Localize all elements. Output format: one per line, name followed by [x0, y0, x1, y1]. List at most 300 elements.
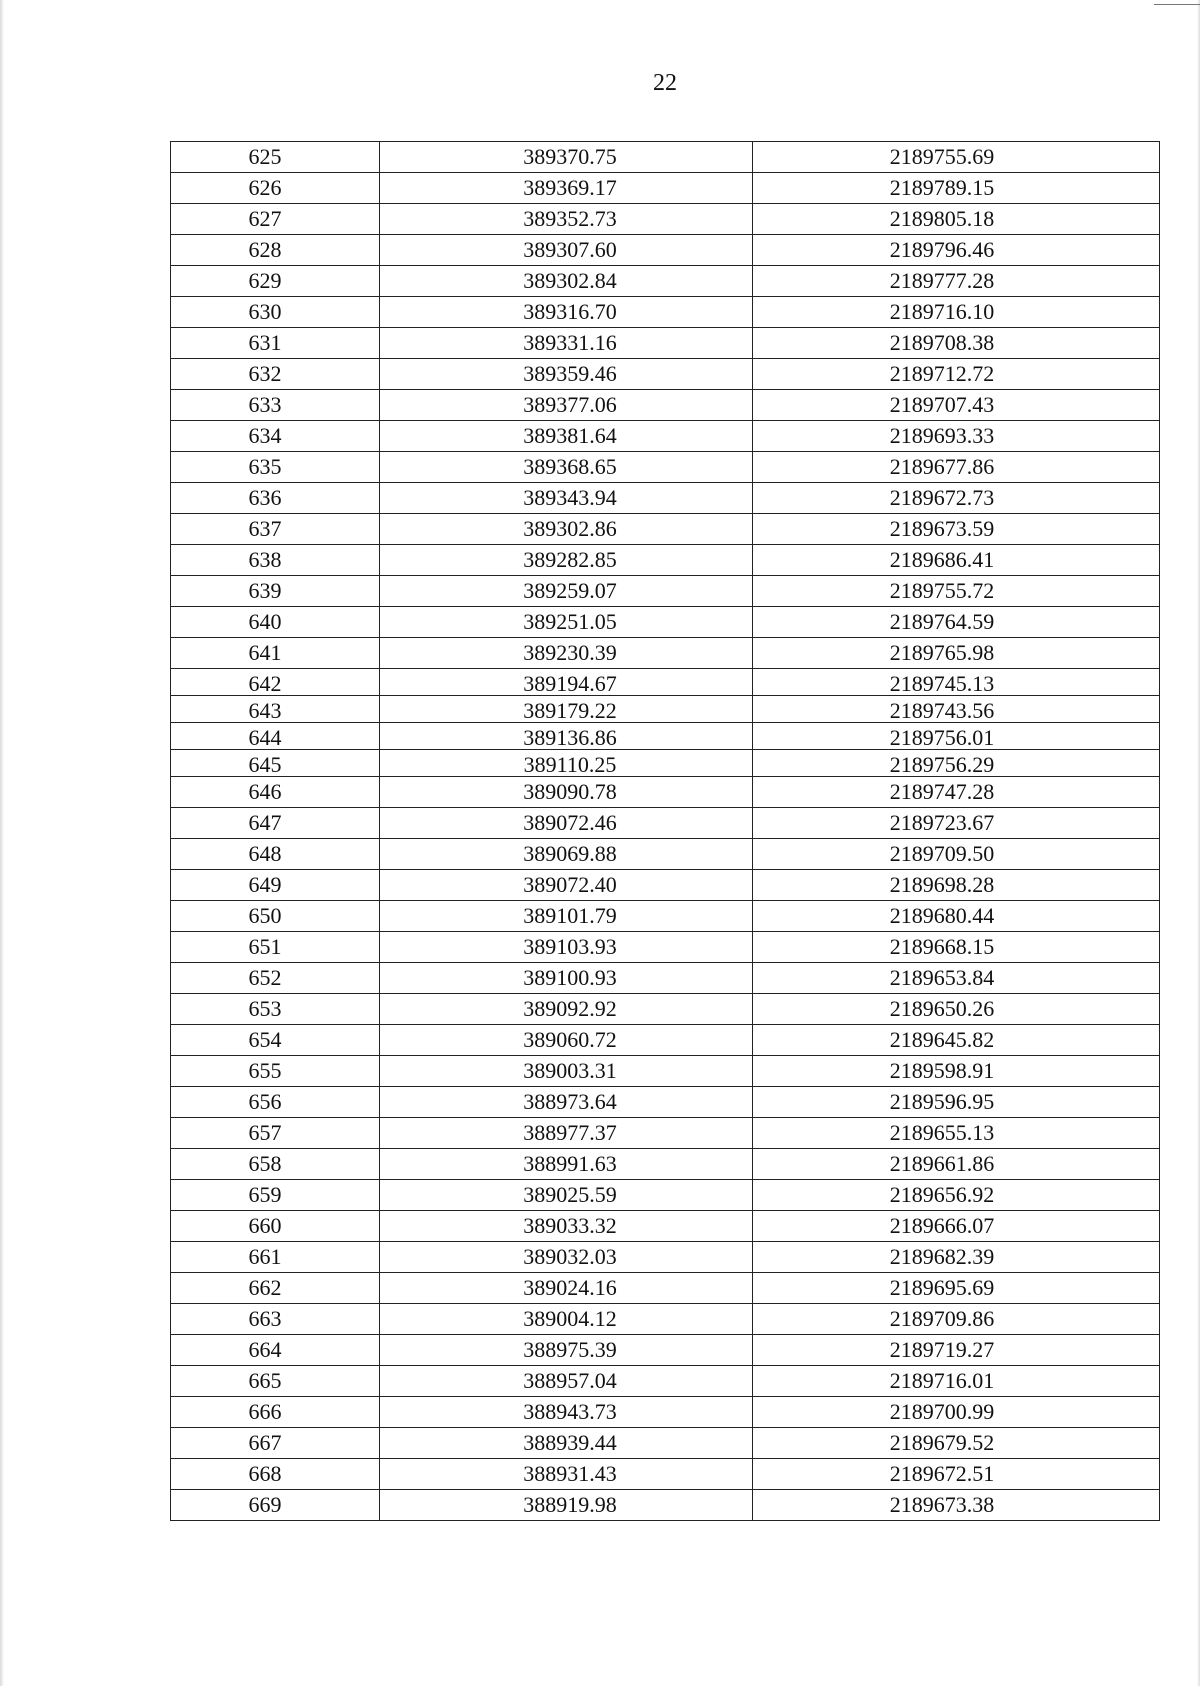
cell-value: 2189673.38 — [889, 1492, 995, 1517]
x-coordinate-cell — [380, 483, 753, 514]
cell-value: 389033.32 — [523, 1213, 617, 1238]
table-row — [171, 870, 1160, 901]
cell-value: 2189743.56 — [889, 698, 995, 723]
cell-value: 655 — [248, 1058, 282, 1083]
y-coordinate-cell — [753, 1180, 1160, 1211]
y-coordinate-cell — [753, 607, 1160, 638]
x-coordinate-cell — [380, 173, 753, 204]
x-coordinate-cell — [380, 452, 753, 483]
scan-corner-mark — [1154, 4, 1200, 5]
cell-value: 2189673.59 — [889, 516, 995, 541]
cell-value: 2189756.29 — [889, 752, 995, 777]
table-row — [171, 638, 1160, 669]
point-number-cell — [171, 750, 380, 777]
cell-value: 2189709.86 — [889, 1306, 995, 1331]
cell-value: 388973.64 — [523, 1089, 617, 1114]
cell-value: 389092.92 — [523, 996, 617, 1021]
cell-value: 2189653.84 — [889, 965, 995, 990]
cell-value: 644 — [248, 725, 282, 750]
cell-value: 2189645.82 — [889, 1027, 995, 1052]
cell-value: 665 — [248, 1368, 282, 1393]
x-coordinate-cell — [380, 669, 753, 696]
cell-value: 656 — [248, 1089, 282, 1114]
cell-value: 637 — [248, 516, 282, 541]
y-coordinate-cell — [753, 1490, 1160, 1521]
point-number-cell — [171, 1490, 380, 1521]
cell-value: 2189672.73 — [889, 485, 995, 510]
y-coordinate-cell — [753, 545, 1160, 576]
table-row — [171, 452, 1160, 483]
cell-value: 642 — [248, 671, 282, 696]
cell-value: 389343.94 — [523, 485, 617, 510]
point-number-cell — [171, 421, 380, 452]
y-coordinate-cell — [753, 142, 1160, 173]
cell-value: 389316.70 — [523, 299, 617, 324]
x-coordinate-cell — [380, 1459, 753, 1490]
y-coordinate-cell — [753, 1459, 1160, 1490]
cell-value: 2189719.27 — [889, 1337, 995, 1362]
point-number-cell — [171, 607, 380, 638]
y-coordinate-cell — [753, 359, 1160, 390]
point-number-cell — [171, 204, 380, 235]
x-coordinate-cell — [380, 576, 753, 607]
cell-value: 635 — [248, 454, 282, 479]
cell-value: 389307.60 — [523, 237, 617, 262]
y-coordinate-cell — [753, 328, 1160, 359]
point-number-cell — [171, 1273, 380, 1304]
point-number-cell — [171, 839, 380, 870]
y-coordinate-cell — [753, 421, 1160, 452]
x-coordinate-cell — [380, 359, 753, 390]
cell-value: 648 — [248, 841, 282, 866]
x-coordinate-cell — [380, 545, 753, 576]
table-row — [171, 421, 1160, 452]
point-number-cell — [171, 514, 380, 545]
cell-value: 389100.93 — [523, 965, 617, 990]
point-number-cell — [171, 1459, 380, 1490]
cell-value: 389359.46 — [523, 361, 617, 386]
cell-value: 2189680.44 — [889, 903, 995, 928]
cell-value: 389381.64 — [523, 423, 617, 448]
point-number-cell — [171, 1304, 380, 1335]
y-coordinate-cell — [753, 1025, 1160, 1056]
cell-value: 643 — [248, 698, 282, 723]
cell-value: 660 — [248, 1213, 282, 1238]
cell-value: 639 — [248, 578, 282, 603]
cell-value: 647 — [248, 810, 282, 835]
table-row — [171, 669, 1160, 696]
x-coordinate-cell — [380, 1242, 753, 1273]
cell-value: 2189716.10 — [889, 299, 995, 324]
x-coordinate-cell — [380, 1366, 753, 1397]
cell-value: 632 — [248, 361, 282, 386]
cell-value: 2189677.86 — [889, 454, 995, 479]
point-number-cell — [171, 1087, 380, 1118]
table-row — [171, 901, 1160, 932]
cell-value: 2189679.52 — [889, 1430, 995, 1455]
y-coordinate-cell — [753, 173, 1160, 204]
table-row — [171, 266, 1160, 297]
cell-value: 654 — [248, 1027, 282, 1052]
table-row — [171, 483, 1160, 514]
y-coordinate-cell — [753, 963, 1160, 994]
x-coordinate-cell — [380, 994, 753, 1025]
cell-value: 389072.40 — [523, 872, 617, 897]
cell-value: 2189712.72 — [889, 361, 995, 386]
y-coordinate-cell — [753, 777, 1160, 808]
cell-value: 2189745.13 — [889, 671, 995, 696]
y-coordinate-cell — [753, 870, 1160, 901]
table-row — [171, 808, 1160, 839]
x-coordinate-cell — [380, 390, 753, 421]
page-number: 22 — [653, 70, 677, 96]
table-row — [171, 1087, 1160, 1118]
cell-value: 2189765.98 — [889, 640, 995, 665]
cell-value: 2189693.33 — [889, 423, 995, 448]
cell-value: 634 — [248, 423, 282, 448]
cell-value: 2189716.01 — [889, 1368, 995, 1393]
x-coordinate-cell — [380, 421, 753, 452]
cell-value: 2189709.50 — [889, 841, 995, 866]
y-coordinate-cell — [753, 750, 1160, 777]
coordinates-table-body — [171, 142, 1160, 1521]
point-number-cell — [171, 901, 380, 932]
table-row — [171, 1242, 1160, 1273]
cell-value: 2189668.15 — [889, 934, 995, 959]
cell-value: 629 — [248, 268, 282, 293]
point-number-cell — [171, 994, 380, 1025]
cell-value: 638 — [248, 547, 282, 572]
cell-value: 631 — [248, 330, 282, 355]
y-coordinate-cell — [753, 576, 1160, 607]
cell-value: 389369.17 — [523, 175, 617, 200]
cell-value: 2189708.38 — [889, 330, 995, 355]
cell-value: 664 — [248, 1337, 282, 1362]
x-coordinate-cell — [380, 1025, 753, 1056]
cell-value: 389368.65 — [523, 454, 617, 479]
cell-value: 2189650.26 — [889, 996, 995, 1021]
cell-value: 388975.39 — [523, 1337, 617, 1362]
cell-value: 2189695.69 — [889, 1275, 995, 1300]
y-coordinate-cell — [753, 1273, 1160, 1304]
y-coordinate-cell — [753, 514, 1160, 545]
table-row — [171, 963, 1160, 994]
x-coordinate-cell — [380, 932, 753, 963]
y-coordinate-cell — [753, 901, 1160, 932]
x-coordinate-cell — [380, 1211, 753, 1242]
point-number-cell — [171, 963, 380, 994]
y-coordinate-cell — [753, 839, 1160, 870]
x-coordinate-cell — [380, 1397, 753, 1428]
y-coordinate-cell — [753, 390, 1160, 421]
point-number-cell — [171, 266, 380, 297]
y-coordinate-cell — [753, 808, 1160, 839]
cell-value: 625 — [248, 144, 282, 169]
table-row — [171, 777, 1160, 808]
cell-value: 2189764.59 — [889, 609, 995, 634]
cell-value: 662 — [248, 1275, 282, 1300]
cell-value: 389110.25 — [523, 752, 617, 777]
x-coordinate-cell — [380, 1304, 753, 1335]
cell-value: 658 — [248, 1151, 282, 1176]
table-row — [171, 173, 1160, 204]
cell-value: 2189596.95 — [889, 1089, 995, 1114]
cell-value: 389377.06 — [523, 392, 617, 417]
point-number-cell — [171, 638, 380, 669]
point-number-cell — [171, 1211, 380, 1242]
x-coordinate-cell — [380, 1335, 753, 1366]
cell-value: 652 — [248, 965, 282, 990]
cell-value: 2189700.99 — [889, 1399, 995, 1424]
table-row — [171, 1149, 1160, 1180]
point-number-cell — [171, 723, 380, 750]
point-number-cell — [171, 669, 380, 696]
x-coordinate-cell — [380, 870, 753, 901]
x-coordinate-cell — [380, 808, 753, 839]
y-coordinate-cell — [753, 204, 1160, 235]
table-row — [171, 390, 1160, 421]
cell-value: 659 — [248, 1182, 282, 1207]
table-row — [171, 723, 1160, 750]
y-coordinate-cell — [753, 1211, 1160, 1242]
point-number-cell — [171, 1118, 380, 1149]
cell-value: 636 — [248, 485, 282, 510]
table-row — [171, 696, 1160, 723]
cell-value: 388919.98 — [523, 1492, 617, 1517]
x-coordinate-cell — [380, 235, 753, 266]
cell-value: 2189747.28 — [889, 779, 995, 804]
x-coordinate-cell — [380, 607, 753, 638]
x-coordinate-cell — [380, 1490, 753, 1521]
cell-value: 388991.63 — [523, 1151, 617, 1176]
y-coordinate-cell — [753, 1335, 1160, 1366]
cell-value: 2189723.67 — [889, 810, 995, 835]
cell-value: 389101.79 — [523, 903, 617, 928]
point-number-cell — [171, 932, 380, 963]
y-coordinate-cell — [753, 669, 1160, 696]
y-coordinate-cell — [753, 1397, 1160, 1428]
table-row — [171, 204, 1160, 235]
cell-value: 389004.12 — [523, 1306, 617, 1331]
cell-value: 389370.75 — [523, 144, 617, 169]
cell-value: 2189777.28 — [889, 268, 995, 293]
cell-value: 646 — [248, 779, 282, 804]
cell-value: 630 — [248, 299, 282, 324]
point-number-cell — [171, 1056, 380, 1087]
cell-value: 2189755.69 — [889, 144, 995, 169]
scan-edge-left — [0, 0, 4, 1686]
point-number-cell — [171, 328, 380, 359]
x-coordinate-cell — [380, 1273, 753, 1304]
table-row — [171, 576, 1160, 607]
point-number-cell — [171, 359, 380, 390]
y-coordinate-cell — [753, 1087, 1160, 1118]
cell-value: 663 — [248, 1306, 282, 1331]
y-coordinate-cell — [753, 1304, 1160, 1335]
cell-value: 389024.16 — [523, 1275, 617, 1300]
x-coordinate-cell — [380, 901, 753, 932]
cell-value: 653 — [248, 996, 282, 1021]
x-coordinate-cell — [380, 142, 753, 173]
y-coordinate-cell — [753, 1428, 1160, 1459]
table-row — [171, 1025, 1160, 1056]
cell-value: 2189796.46 — [889, 237, 995, 262]
cell-value: 2189661.86 — [889, 1151, 995, 1176]
y-coordinate-cell — [753, 1149, 1160, 1180]
table-row — [171, 1397, 1160, 1428]
point-number-cell — [171, 1025, 380, 1056]
point-number-cell — [171, 1428, 380, 1459]
x-coordinate-cell — [380, 638, 753, 669]
table-row — [171, 1490, 1160, 1521]
cell-value: 389069.88 — [523, 841, 617, 866]
point-number-cell — [171, 1366, 380, 1397]
cell-value: 388931.43 — [523, 1461, 617, 1486]
point-number-cell — [171, 173, 380, 204]
table-row — [171, 1459, 1160, 1490]
y-coordinate-cell — [753, 723, 1160, 750]
x-coordinate-cell — [380, 297, 753, 328]
cell-value: 669 — [248, 1492, 282, 1517]
y-coordinate-cell — [753, 483, 1160, 514]
y-coordinate-cell — [753, 696, 1160, 723]
point-number-cell — [171, 142, 380, 173]
coordinates-table — [170, 141, 1160, 1521]
cell-value: 668 — [248, 1461, 282, 1486]
table-row — [171, 1428, 1160, 1459]
y-coordinate-cell — [753, 297, 1160, 328]
table-row — [171, 1304, 1160, 1335]
point-number-cell — [171, 235, 380, 266]
y-coordinate-cell — [753, 235, 1160, 266]
table-row — [171, 932, 1160, 963]
table-row — [171, 1118, 1160, 1149]
y-coordinate-cell — [753, 932, 1160, 963]
point-number-cell — [171, 390, 380, 421]
cell-value: 2189682.39 — [889, 1244, 995, 1269]
point-number-cell — [171, 1180, 380, 1211]
cell-value: 2189598.91 — [889, 1058, 995, 1083]
cell-value: 389090.78 — [523, 779, 617, 804]
cell-value: 2189789.15 — [889, 175, 995, 200]
x-coordinate-cell — [380, 328, 753, 359]
cell-value: 389072.46 — [523, 810, 617, 835]
table-row — [171, 328, 1160, 359]
cell-value: 2189707.43 — [889, 392, 995, 417]
cell-value: 389352.73 — [523, 206, 617, 231]
x-coordinate-cell — [380, 1428, 753, 1459]
x-coordinate-cell — [380, 266, 753, 297]
x-coordinate-cell — [380, 1180, 753, 1211]
point-number-cell — [171, 297, 380, 328]
y-coordinate-cell — [753, 1118, 1160, 1149]
table-row — [171, 1056, 1160, 1087]
table-row — [171, 607, 1160, 638]
y-coordinate-cell — [753, 452, 1160, 483]
table-row — [171, 297, 1160, 328]
point-number-cell — [171, 1242, 380, 1273]
cell-value: 389251.05 — [523, 609, 617, 634]
table-row — [171, 1180, 1160, 1211]
cell-value: 650 — [248, 903, 282, 928]
x-coordinate-cell — [380, 1087, 753, 1118]
x-coordinate-cell — [380, 750, 753, 777]
cell-value: 389230.39 — [523, 640, 617, 665]
cell-value: 389302.84 — [523, 268, 617, 293]
cell-value: 2189656.92 — [889, 1182, 995, 1207]
cell-value: 389003.31 — [523, 1058, 617, 1083]
table-row — [171, 359, 1160, 390]
y-coordinate-cell — [753, 1056, 1160, 1087]
point-number-cell — [171, 808, 380, 839]
table-row — [171, 1366, 1160, 1397]
cell-value: 389025.59 — [523, 1182, 617, 1207]
cell-value: 661 — [248, 1244, 282, 1269]
cell-value: 389331.16 — [523, 330, 617, 355]
x-coordinate-cell — [380, 696, 753, 723]
cell-value: 389032.03 — [523, 1244, 617, 1269]
cell-value: 389282.85 — [523, 547, 617, 572]
cell-value: 645 — [248, 752, 282, 777]
cell-value: 389302.86 — [523, 516, 617, 541]
point-number-cell — [171, 1149, 380, 1180]
cell-value: 649 — [248, 872, 282, 897]
x-coordinate-cell — [380, 963, 753, 994]
cell-value: 641 — [248, 640, 282, 665]
cell-value: 389259.07 — [523, 578, 617, 603]
point-number-cell — [171, 696, 380, 723]
table-row — [171, 1273, 1160, 1304]
table-row — [171, 1211, 1160, 1242]
cell-value: 626 — [248, 175, 282, 200]
y-coordinate-cell — [753, 266, 1160, 297]
cell-value: 389179.22 — [523, 698, 617, 723]
cell-value: 2189755.72 — [889, 578, 995, 603]
point-number-cell — [171, 1397, 380, 1428]
cell-value: 667 — [248, 1430, 282, 1455]
cell-value: 2189672.51 — [889, 1461, 995, 1486]
y-coordinate-cell — [753, 1366, 1160, 1397]
cell-value: 651 — [248, 934, 282, 959]
cell-value: 2189805.18 — [889, 206, 995, 231]
x-coordinate-cell — [380, 777, 753, 808]
point-number-cell — [171, 870, 380, 901]
point-number-cell — [171, 576, 380, 607]
cell-value: 627 — [248, 206, 282, 231]
x-coordinate-cell — [380, 723, 753, 750]
cell-value: 657 — [248, 1120, 282, 1145]
cell-value: 640 — [248, 609, 282, 634]
point-number-cell — [171, 483, 380, 514]
cell-value: 633 — [248, 392, 282, 417]
table-row — [171, 1335, 1160, 1366]
cell-value: 389103.93 — [523, 934, 617, 959]
cell-value: 628 — [248, 237, 282, 262]
table-row — [171, 994, 1160, 1025]
point-number-cell — [171, 452, 380, 483]
x-coordinate-cell — [380, 204, 753, 235]
cell-value: 389194.67 — [523, 671, 617, 696]
y-coordinate-cell — [753, 638, 1160, 669]
cell-value: 388939.44 — [523, 1430, 617, 1455]
point-number-cell — [171, 1335, 380, 1366]
cell-value: 389060.72 — [523, 1027, 617, 1052]
table-row — [171, 142, 1160, 173]
cell-value: 2189655.13 — [889, 1120, 995, 1145]
x-coordinate-cell — [380, 1118, 753, 1149]
cell-value: 388977.37 — [523, 1120, 617, 1145]
table-row — [171, 514, 1160, 545]
